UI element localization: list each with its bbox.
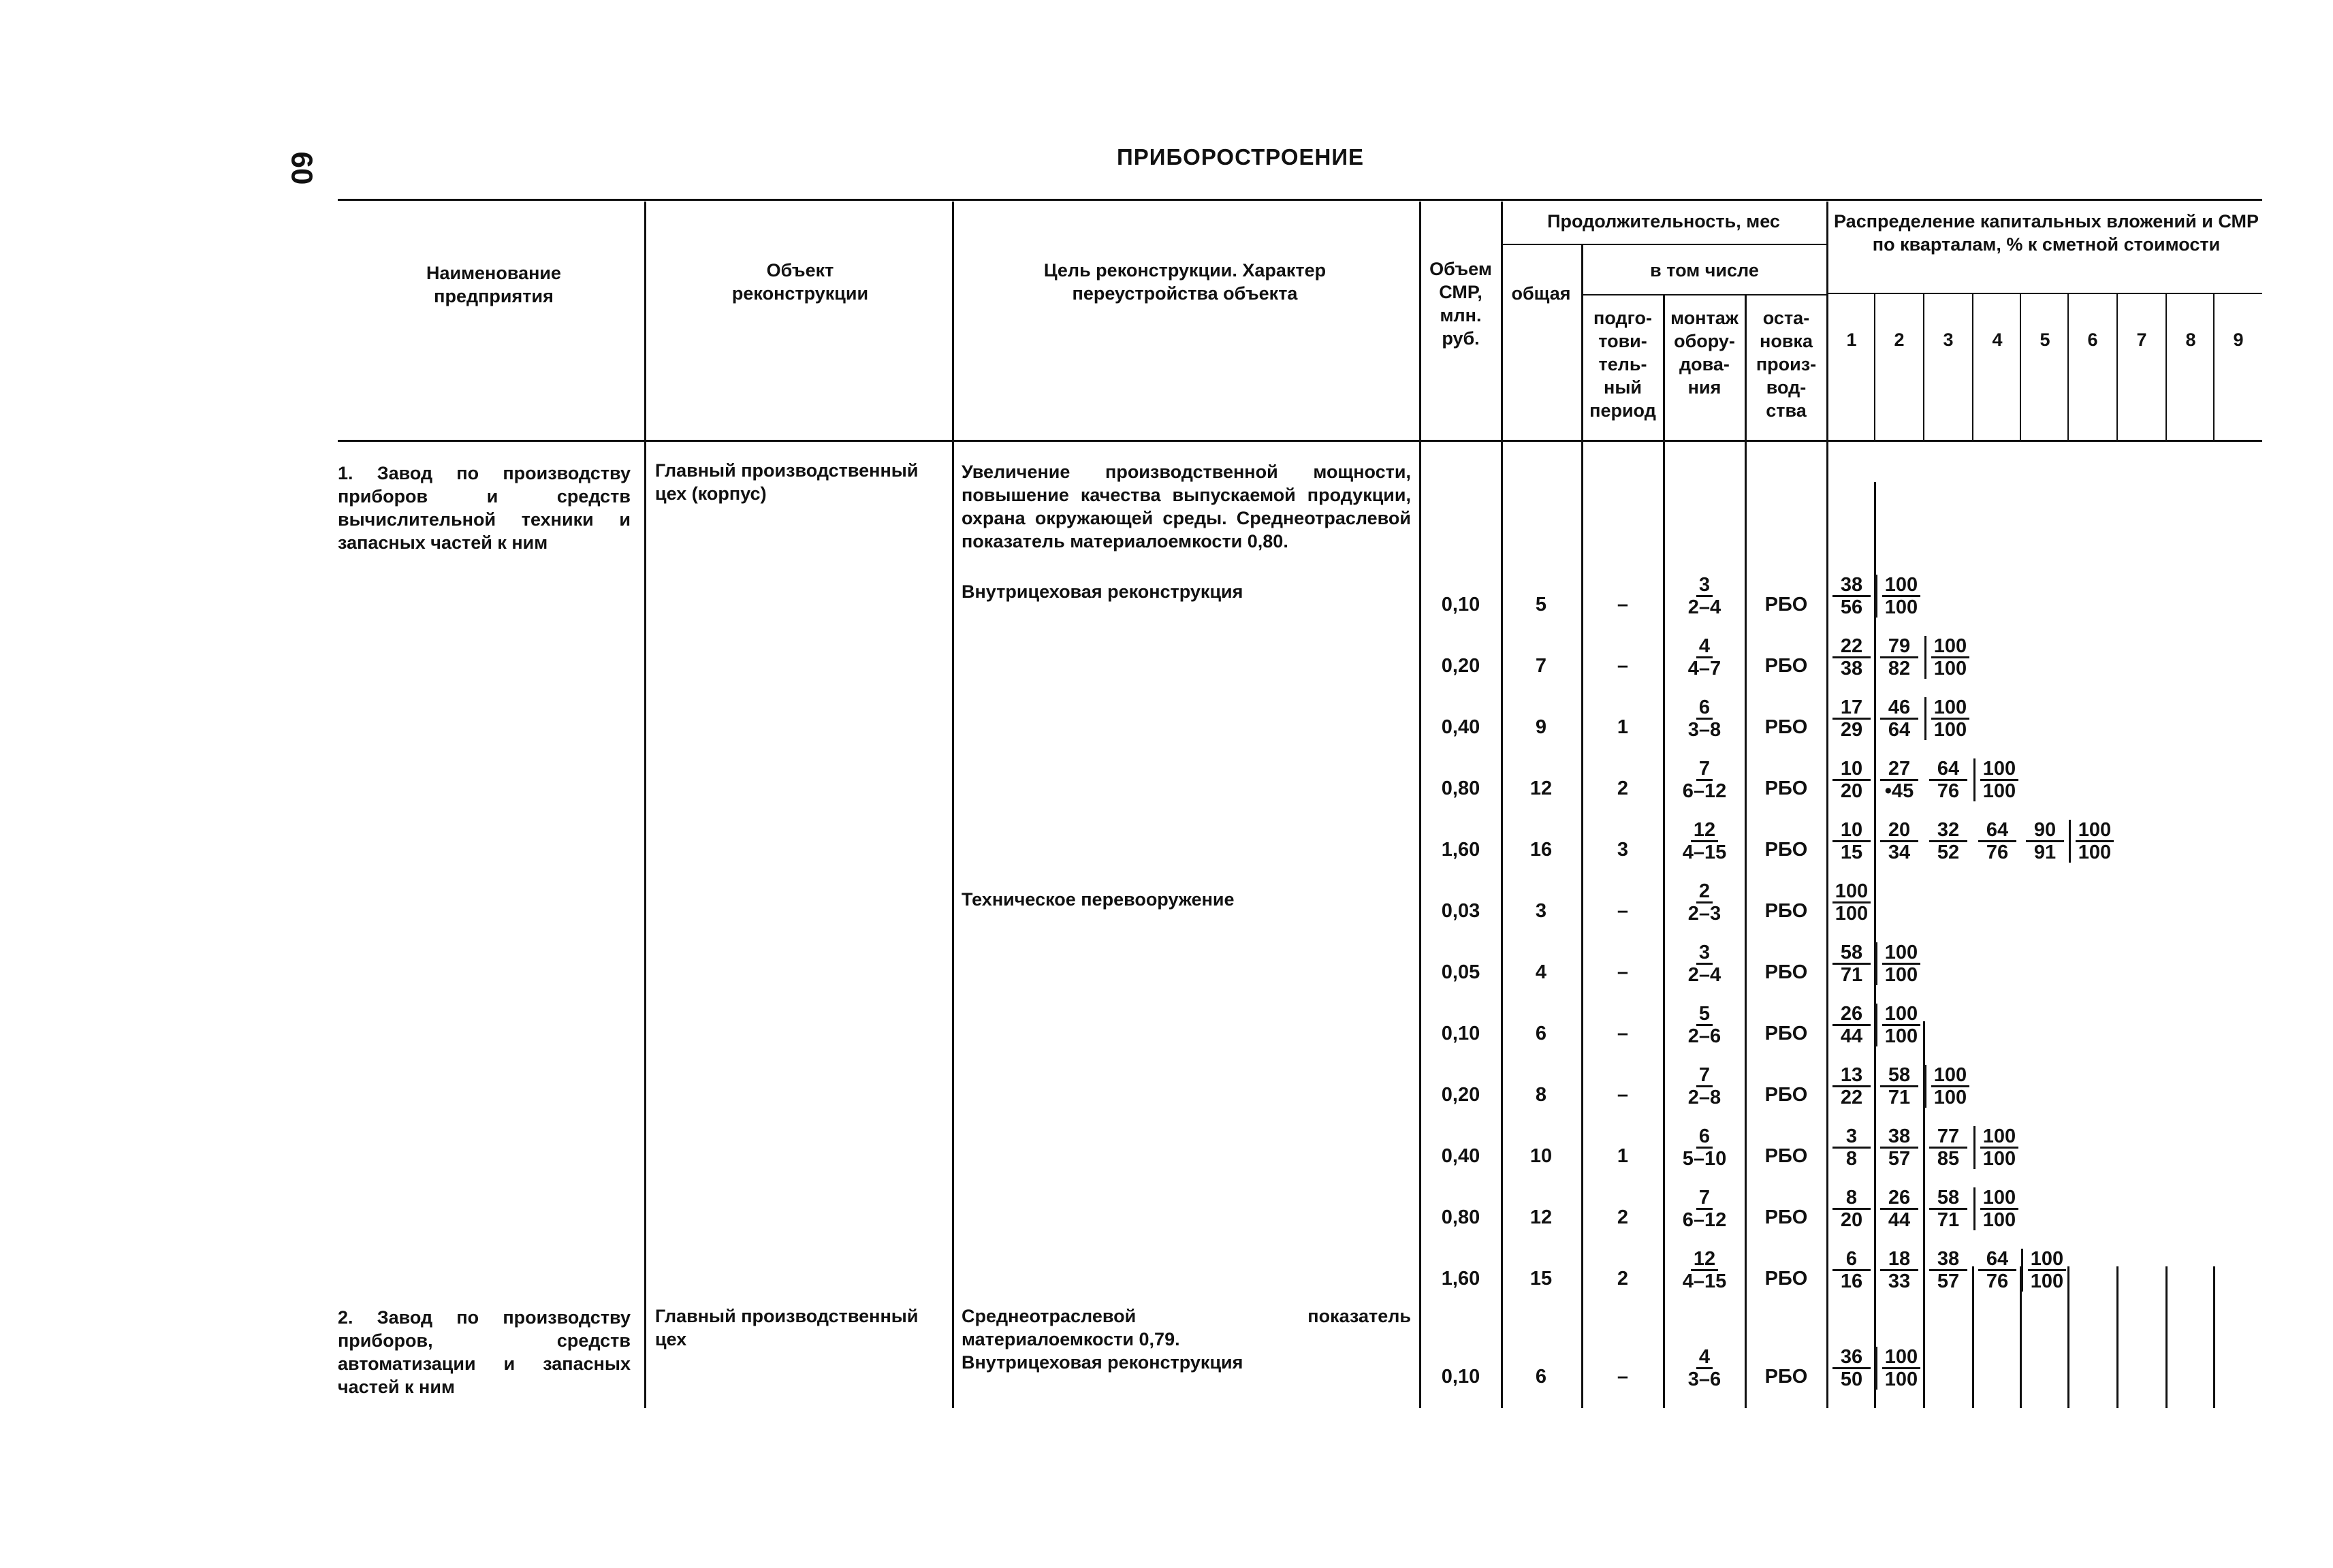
quarter-capital-percent: 77	[1929, 1126, 1967, 1149]
row-volume: 0,80	[1441, 1206, 1480, 1228]
install-numerator: 3	[1696, 575, 1713, 597]
quarter-1-fraction	[1828, 758, 1875, 801]
q-rule-2	[1923, 294, 1924, 441]
row-prep-period: 1	[1617, 1145, 1629, 1167]
quarter-1-fraction	[1828, 881, 1875, 924]
row-install-fraction	[1668, 1004, 1741, 1046]
quarter-2-fraction	[1875, 820, 1923, 863]
enterprise-2-goal: Среднеотраслевой показатель материалоемкости 0,79.	[962, 1306, 1411, 1349]
row-volume: 0,40	[1441, 1145, 1480, 1167]
row-volume: 0,20	[1441, 655, 1480, 677]
quarter-capital-percent: 58	[1880, 1065, 1918, 1087]
quarter-header-5: 5	[2040, 330, 2050, 350]
quarter-2-fraction	[1875, 942, 1925, 985]
quarter-header-1: 1	[1846, 330, 1857, 350]
quarter-4-fraction	[1973, 820, 2021, 863]
col-rule-2	[952, 202, 954, 1408]
quarter-smr-percent: 76	[1986, 1270, 2009, 1292]
quarter-smr-percent: 64	[1888, 719, 1911, 741]
quarter-smr-percent: 100	[1982, 1209, 2016, 1231]
quarter-smr-percent: 57	[1888, 1148, 1911, 1170]
q-rule-5	[2067, 294, 2069, 441]
quarter-capital-percent: 17	[1832, 697, 1871, 720]
col-rule-6	[1663, 295, 1665, 1408]
row-duration-total: 9	[1535, 716, 1547, 738]
quarter-1-fraction	[1828, 636, 1875, 679]
q-body-rule-9	[2213, 1266, 2215, 1408]
quarter-capital-percent: 100	[1882, 1347, 1920, 1369]
install-numerator: 7	[1696, 1187, 1713, 1210]
enterprise-2-name: 2. Завод по производству приборов, средств автоматизации и запасных частей к ним	[338, 1307, 631, 1397]
quarter-header-2: 2	[1894, 330, 1905, 350]
install-denominator: 3–8	[1687, 719, 1721, 741]
quarter-capital-percent: 100	[1832, 881, 1871, 903]
quarter-capital-percent: 10	[1832, 758, 1871, 781]
row-stop: РБО	[1764, 1206, 1808, 1228]
header-stop: оста-новка произ-вод-ства	[1756, 308, 1817, 421]
quarter-smr-percent: 56	[1840, 596, 1863, 618]
quarter-smr-percent: 71	[1937, 1209, 1960, 1231]
quarter-smr-percent: 100	[1835, 903, 1869, 925]
quarter-smr-percent: 100	[1884, 596, 1918, 618]
row-duration-total: 15	[1529, 1268, 1553, 1290]
quarter-smr-percent: 100	[1982, 780, 2016, 802]
col-rule-3	[1419, 202, 1421, 1408]
row-volume: 0,20	[1441, 1084, 1480, 1106]
row-prep-period: –	[1617, 900, 1629, 922]
row-stop: РБО	[1764, 1145, 1808, 1167]
quarter-1-fraction	[1828, 942, 1875, 985]
quarter-2-fraction	[1875, 758, 1923, 801]
quarter-smr-percent: 76	[1986, 842, 2009, 863]
quarter-smr-percent: 33	[1888, 1270, 1911, 1292]
quarter-2-fraction	[1875, 1249, 1923, 1292]
row-duration-total: 5	[1535, 594, 1547, 615]
quarter-1-fraction	[1828, 1187, 1875, 1230]
install-denominator: 2–3	[1687, 903, 1721, 925]
row-stop: РБО	[1764, 1084, 1808, 1106]
header-duration: Продолжительность, мес	[1547, 211, 1780, 231]
quarter-smr-percent: 100	[2078, 842, 2112, 863]
row-prep-period: 3	[1617, 839, 1629, 861]
quarter-smr-percent: 100	[1933, 719, 1967, 741]
q-body-rule-8	[2165, 1266, 2168, 1408]
quarter-capital-percent: 100	[1980, 758, 2018, 781]
row-install-fraction	[1668, 1126, 1741, 1169]
quarter-smr-percent: 50	[1840, 1369, 1863, 1390]
quarter-smr-percent: 8	[1845, 1148, 1858, 1170]
quarter-smr-percent: •45	[1884, 780, 1914, 802]
table-top-rule	[338, 199, 2262, 201]
row-volume: 0,10	[1441, 1366, 1480, 1388]
install-denominator: 3–6	[1687, 1369, 1721, 1390]
row-volume: 0,05	[1441, 961, 1480, 983]
row-stop: РБО	[1764, 1268, 1808, 1290]
quarter-capital-percent: 6	[1832, 1249, 1871, 1271]
header-goal: Цель реконструкции. Характер переустройства объекта	[1043, 260, 1327, 304]
quarter-6-fraction	[2069, 820, 2118, 863]
row-prep-period: –	[1617, 1023, 1629, 1044]
quarter-capital-percent: 58	[1832, 942, 1871, 965]
row-volume: 0,10	[1441, 594, 1480, 615]
row-stop: РБО	[1764, 839, 1808, 861]
install-numerator: 12	[1691, 820, 1718, 842]
install-denominator: 6–12	[1682, 1209, 1727, 1231]
quarter-2-fraction	[1875, 1347, 1925, 1390]
install-numerator: 4	[1696, 1347, 1713, 1369]
row-duration-total: 3	[1535, 900, 1547, 922]
row-prep-period: 2	[1617, 1206, 1629, 1228]
quarter-header-6: 6	[2087, 330, 2098, 350]
install-numerator: 6	[1696, 697, 1713, 720]
quarter-capital-percent: 32	[1929, 820, 1967, 842]
quarter-2-fraction	[1875, 697, 1923, 740]
quarter-capital-percent: 8	[1832, 1187, 1871, 1210]
quarter-capital-percent: 27	[1880, 758, 1918, 781]
quarter-4-fraction	[1973, 1126, 2023, 1169]
q-rule-3	[1972, 294, 1973, 441]
col-rule-1	[644, 202, 646, 1408]
quarter-capital-percent: 46	[1880, 697, 1918, 720]
quarter-3-fraction	[1924, 636, 1974, 679]
header-prep: подго-тови-тель-ный период	[1589, 308, 1656, 421]
quarter-capital-percent: 64	[1978, 820, 2016, 842]
row-prep-period: 2	[1617, 1268, 1629, 1290]
quarter-1-fraction	[1828, 1065, 1875, 1108]
quarter-capital-percent: 3	[1832, 1126, 1871, 1149]
quarter-5-fraction	[2021, 820, 2069, 863]
quarter-2-fraction	[1875, 1126, 1923, 1169]
quarter-smr-percent: 38	[1840, 658, 1863, 679]
quarter-smr-percent: 100	[1884, 964, 1918, 986]
row-prep-period: 1	[1617, 716, 1629, 738]
row-duration-total: 12	[1529, 778, 1553, 799]
quarter-capital-percent: 64	[1929, 758, 1967, 781]
quarter-1-fraction	[1828, 1004, 1875, 1046]
quarter-3-fraction	[1924, 1249, 1972, 1292]
row-install-fraction	[1668, 1065, 1741, 1108]
quarter-capital-percent: 100	[1882, 942, 1920, 965]
row-install-fraction	[1668, 636, 1741, 679]
quarter-smr-percent: 85	[1937, 1148, 1960, 1170]
row-stop: РБО	[1764, 1023, 1808, 1044]
q-rule-8	[2213, 294, 2215, 441]
quarter-capital-percent: 90	[2026, 820, 2064, 842]
header-volume: Объем СМР, млн. руб.	[1429, 259, 1492, 349]
page-title: ПРИБОРОСТРОЕНИЕ	[1117, 144, 1365, 170]
header-object: Объект реконструкции	[731, 260, 869, 304]
enterprise-1-goal: Увеличение производственной мощности, повышение качества выпускаемой продукции, охрана окружающей среды. Среднеотраслевой показатель материалоемкости 0,80.	[962, 462, 1411, 551]
header-divider-quarters	[1826, 293, 2262, 294]
quarter-3-fraction	[1924, 1187, 1972, 1230]
row-stop: РБО	[1764, 961, 1808, 983]
install-denominator: 2–6	[1687, 1025, 1721, 1047]
row-duration-total: 7	[1535, 655, 1547, 677]
q-rule-1	[1874, 294, 1875, 441]
col-rule-5	[1581, 245, 1583, 1408]
quarter-header-9: 9	[2233, 330, 2244, 350]
quarter-capital-percent: 64	[1978, 1249, 2016, 1271]
enterprise-1-object: Главный производственный цех (корпус)	[655, 460, 919, 504]
quarter-capital-percent: 100	[1980, 1187, 2018, 1210]
row-duration-total: 8	[1535, 1084, 1547, 1106]
quarter-capital-percent: 100	[1931, 636, 1969, 658]
quarter-3-fraction	[1924, 1065, 1974, 1108]
row-install-fraction	[1668, 881, 1741, 924]
install-numerator: 12	[1691, 1249, 1718, 1271]
quarter-3-fraction	[1924, 1126, 1972, 1169]
install-numerator: 7	[1696, 1065, 1713, 1087]
row-volume: 0,10	[1441, 1023, 1480, 1044]
quarter-smr-percent: 15	[1840, 842, 1863, 863]
row-install-fraction	[1668, 1187, 1741, 1230]
quarter-smr-percent: 57	[1937, 1270, 1960, 1292]
header-including: в том числе	[1650, 260, 1759, 281]
quarter-capital-percent: 100	[1931, 697, 1969, 720]
quarter-1-fraction	[1828, 575, 1875, 618]
row-install-fraction	[1668, 942, 1741, 985]
row-stop: РБО	[1764, 900, 1808, 922]
quarter-capital-percent: 38	[1880, 1126, 1918, 1149]
quarter-smr-percent: 71	[1888, 1087, 1911, 1108]
quarter-smr-percent: 22	[1840, 1087, 1863, 1108]
row-volume: 1,60	[1441, 1268, 1480, 1290]
install-denominator: 2–4	[1687, 964, 1721, 986]
row-install-fraction	[1668, 575, 1741, 618]
quarter-smr-percent: 71	[1840, 964, 1863, 986]
quarter-header-4: 4	[1992, 330, 2003, 350]
quarter-smr-percent: 29	[1840, 719, 1863, 741]
row-duration-total: 6	[1535, 1366, 1547, 1388]
row-prep-period: –	[1617, 1366, 1629, 1388]
quarter-smr-percent: 100	[1933, 1087, 1967, 1108]
quarter-1-fraction	[1828, 1249, 1875, 1292]
quarter-capital-percent: 100	[1882, 575, 1920, 597]
row-install-fraction	[1668, 1249, 1741, 1292]
header-divider-duration	[1501, 244, 1826, 245]
row-prep-period: –	[1617, 1084, 1629, 1106]
quarter-capital-percent: 26	[1832, 1004, 1871, 1026]
q-rule-7	[2165, 294, 2167, 441]
install-denominator: 6–12	[1682, 780, 1727, 802]
quarter-smr-percent: 100	[2030, 1270, 2064, 1292]
q-body-rule-7	[2116, 1266, 2118, 1408]
install-denominator: 4–7	[1687, 658, 1721, 679]
q-rule-4	[2020, 294, 2021, 441]
enterprise-1-section-b: Техническое перевооружение	[962, 889, 1235, 910]
quarter-smr-percent: 52	[1937, 842, 1960, 863]
quarter-1-fraction	[1828, 1347, 1875, 1390]
quarter-capital-percent: 18	[1880, 1249, 1918, 1271]
install-denominator: 4–15	[1682, 842, 1727, 863]
row-prep-period: 2	[1617, 778, 1629, 799]
row-volume: 1,60	[1441, 839, 1480, 861]
row-install-fraction	[1668, 758, 1741, 801]
header-bottom-rule	[338, 440, 2262, 442]
quarter-smr-percent: 16	[1840, 1270, 1863, 1292]
quarter-capital-percent: 38	[1832, 575, 1871, 597]
install-numerator: 5	[1696, 1004, 1713, 1026]
enterprise-2-object: Главный производственный цех	[655, 1306, 919, 1349]
row-prep-period: –	[1617, 655, 1629, 677]
row-volume: 0,40	[1441, 716, 1480, 738]
quarter-2-fraction	[1875, 636, 1923, 679]
quarter-smr-percent: 100	[1884, 1369, 1918, 1390]
quarter-smr-percent: 91	[2033, 842, 2057, 863]
quarter-2-fraction	[1875, 1187, 1923, 1230]
install-numerator: 7	[1696, 758, 1713, 781]
row-stop: РБО	[1764, 716, 1808, 738]
row-duration-total: 6	[1535, 1023, 1547, 1044]
quarter-smr-percent: 100	[1884, 1025, 1918, 1047]
quarter-smr-percent: 76	[1937, 780, 1960, 802]
quarter-capital-percent: 100	[2028, 1249, 2066, 1271]
row-duration-total: 10	[1529, 1145, 1553, 1167]
quarter-capital-percent: 22	[1832, 636, 1871, 658]
install-denominator: 2–8	[1687, 1087, 1721, 1108]
install-numerator: 4	[1696, 636, 1713, 658]
quarter-capital-percent: 36	[1832, 1347, 1871, 1369]
quarter-2-fraction	[1875, 1004, 1925, 1046]
page-number: 60	[285, 151, 319, 185]
row-volume: 0,03	[1441, 900, 1480, 922]
install-numerator: 2	[1696, 881, 1713, 903]
quarter-4-fraction	[1973, 758, 2023, 801]
row-prep-period: –	[1617, 961, 1629, 983]
install-denominator: 4–15	[1682, 1270, 1727, 1292]
q-rule-6	[2116, 294, 2118, 441]
row-stop: РБО	[1764, 594, 1808, 615]
row-duration-total: 4	[1535, 961, 1547, 983]
row-stop: РБО	[1764, 655, 1808, 677]
quarter-capital-percent: 79	[1880, 636, 1918, 658]
quarter-header-3: 3	[1943, 330, 1954, 350]
quarter-5-fraction	[2021, 1249, 2071, 1292]
quarter-smr-percent: 20	[1840, 780, 1863, 802]
quarter-1-fraction	[1828, 697, 1875, 740]
header-install: монтаж обору-дова-ния	[1670, 308, 1739, 398]
quarter-header-8: 8	[2185, 330, 2196, 350]
header-enterprise: Наименование предприятия	[426, 263, 562, 306]
quarter-smr-percent: 34	[1888, 842, 1911, 863]
quarter-1-fraction	[1828, 820, 1875, 863]
header-divider-including	[1581, 294, 1826, 295]
install-numerator: 6	[1696, 1126, 1713, 1149]
install-denominator: 2–4	[1687, 596, 1721, 618]
quarter-smr-percent: 82	[1888, 658, 1911, 679]
header-duration-total: общая	[1511, 283, 1571, 304]
quarter-capital-percent: 13	[1832, 1065, 1871, 1087]
enterprise-1-name: 1. Завод по производству приборов и средств вычислительной техники и запасных частей к ним	[338, 463, 631, 553]
quarter-header-7: 7	[2136, 330, 2147, 350]
quarter-capital-percent: 38	[1929, 1249, 1967, 1271]
quarter-capital-percent: 26	[1880, 1187, 1918, 1210]
quarter-2-fraction	[1875, 575, 1925, 618]
quarter-3-fraction	[1924, 758, 1972, 801]
row-install-fraction	[1668, 697, 1741, 740]
quarter-capital-percent: 20	[1880, 820, 1918, 842]
quarter-3-fraction	[1924, 697, 1974, 740]
quarter-4-fraction	[1973, 1249, 2021, 1292]
quarter-capital-percent: 100	[1931, 1065, 1969, 1087]
quarter-capital-percent: 58	[1929, 1187, 1967, 1210]
install-numerator: 3	[1696, 942, 1713, 965]
row-install-fraction	[1668, 820, 1741, 863]
quarter-smr-percent: 100	[1933, 658, 1967, 679]
row-duration-total: 12	[1529, 1206, 1553, 1228]
quarter-smr-percent: 20	[1840, 1209, 1863, 1231]
row-stop: РБО	[1764, 778, 1808, 799]
quarter-smr-percent: 44	[1840, 1025, 1863, 1047]
enterprise-1-section-a: Внутрицеховая реконструкция	[962, 581, 1243, 602]
row-volume: 0,80	[1441, 778, 1480, 799]
install-denominator: 5–10	[1682, 1148, 1727, 1170]
quarter-capital-percent: 100	[1882, 1004, 1920, 1026]
row-prep-period: –	[1617, 594, 1629, 615]
quarter-capital-percent: 10	[1832, 820, 1871, 842]
row-install-fraction	[1668, 1347, 1741, 1390]
col-rule-7	[1745, 295, 1747, 1408]
quarter-1-fraction	[1828, 1126, 1875, 1169]
row-duration-total: 16	[1529, 839, 1553, 861]
quarter-2-fraction	[1875, 1065, 1923, 1108]
header-distribution: Распределение капитальных вложений и СМР по кварталам, % к сметной стоимости	[1834, 211, 2259, 255]
col-rule-4	[1501, 202, 1503, 1408]
quarter-4-fraction	[1973, 1187, 2023, 1230]
quarter-smr-percent: 100	[1982, 1148, 2016, 1170]
row-stop: РБО	[1764, 1366, 1808, 1388]
enterprise-2-section-a: Внутрицеховая реконструкция	[962, 1352, 1243, 1373]
quarter-3-fraction	[1924, 820, 1972, 863]
quarter-smr-percent: 44	[1888, 1209, 1911, 1231]
quarter-capital-percent: 100	[1980, 1126, 2018, 1149]
quarter-capital-percent: 100	[2076, 820, 2114, 842]
